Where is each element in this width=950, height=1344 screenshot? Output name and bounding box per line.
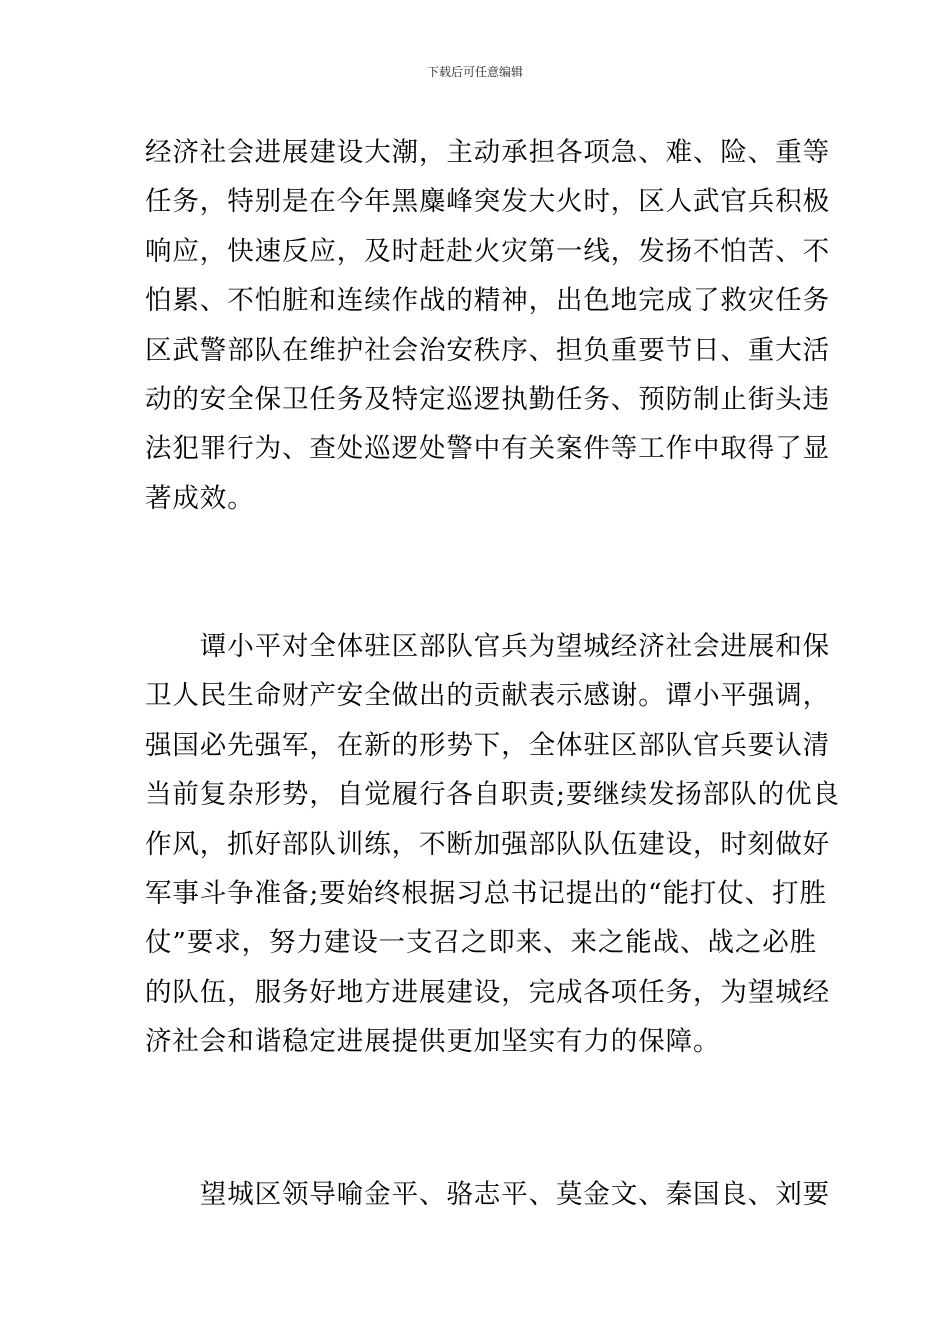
text-line: 动的安全保卫任务及特定巡逻执勤任务、预防制止街头违 (145, 383, 830, 415)
text-line: 任务，特别是在今年黑麋峰突发大火时，区人武官兵积极 (145, 186, 830, 218)
text-line: 卫人民生命财产安全做出的贡献表示感谢。谭小平强调， (145, 680, 830, 712)
text-line: 作风，抓好部队训练，不断加强部队队伍建设，时刻做好 (145, 828, 830, 860)
text-line: 军事斗争准备;要始终根据习总书记提出的“能打仗、打胜 (145, 877, 827, 909)
paragraph-1 (145, 128, 830, 523)
text-line: 谭小平对全体驻区部队官兵为望城经济社会进展和保 (145, 631, 830, 662)
text-line: 望城区领导喻金平、骆志平、莫金文、秦国良、刘要 (145, 1179, 830, 1210)
paragraph-3 (145, 1170, 830, 1219)
text-line: 著成效。 (145, 482, 255, 514)
paragraph-2 (145, 622, 840, 1067)
text-line: 响应，快速反应，及时赶赴火灾第一线，发扬不怕苦、不 (145, 235, 830, 267)
page-header: 下载后可任意编辑 (426, 65, 523, 79)
text-line: 强国必先强军，在新的形势下，全体驻区部队官兵要认清 (145, 729, 830, 761)
text-line: 怕累、不怕脏和连续作战的精神，出色地完成了救灾任务 (145, 285, 830, 317)
text-line: 区武警部队在维护社会治安秩序、担负重要节日、重大活 (145, 334, 830, 366)
text-line: 经济社会进展建设大潮，主动承担各项急、难、险、重等 (145, 137, 830, 168)
text-line: 的队伍，服务好地方进展建设，完成各项任务，为望城经 (145, 976, 830, 1008)
text-line: 济社会和谐稳定进展提供更加坚实有力的保障。 (145, 1026, 721, 1058)
text-line: 仗”要求，努力建设一支召之即来、来之能战、战之必胜 (145, 927, 818, 959)
text-line: 法犯罪行为、查处巡逻处警中有关案件等工作中取得了显 (145, 433, 830, 465)
text-line: 当前复杂形势，自觉履行各自职责;要继续发扬部队的优良 (145, 779, 840, 811)
